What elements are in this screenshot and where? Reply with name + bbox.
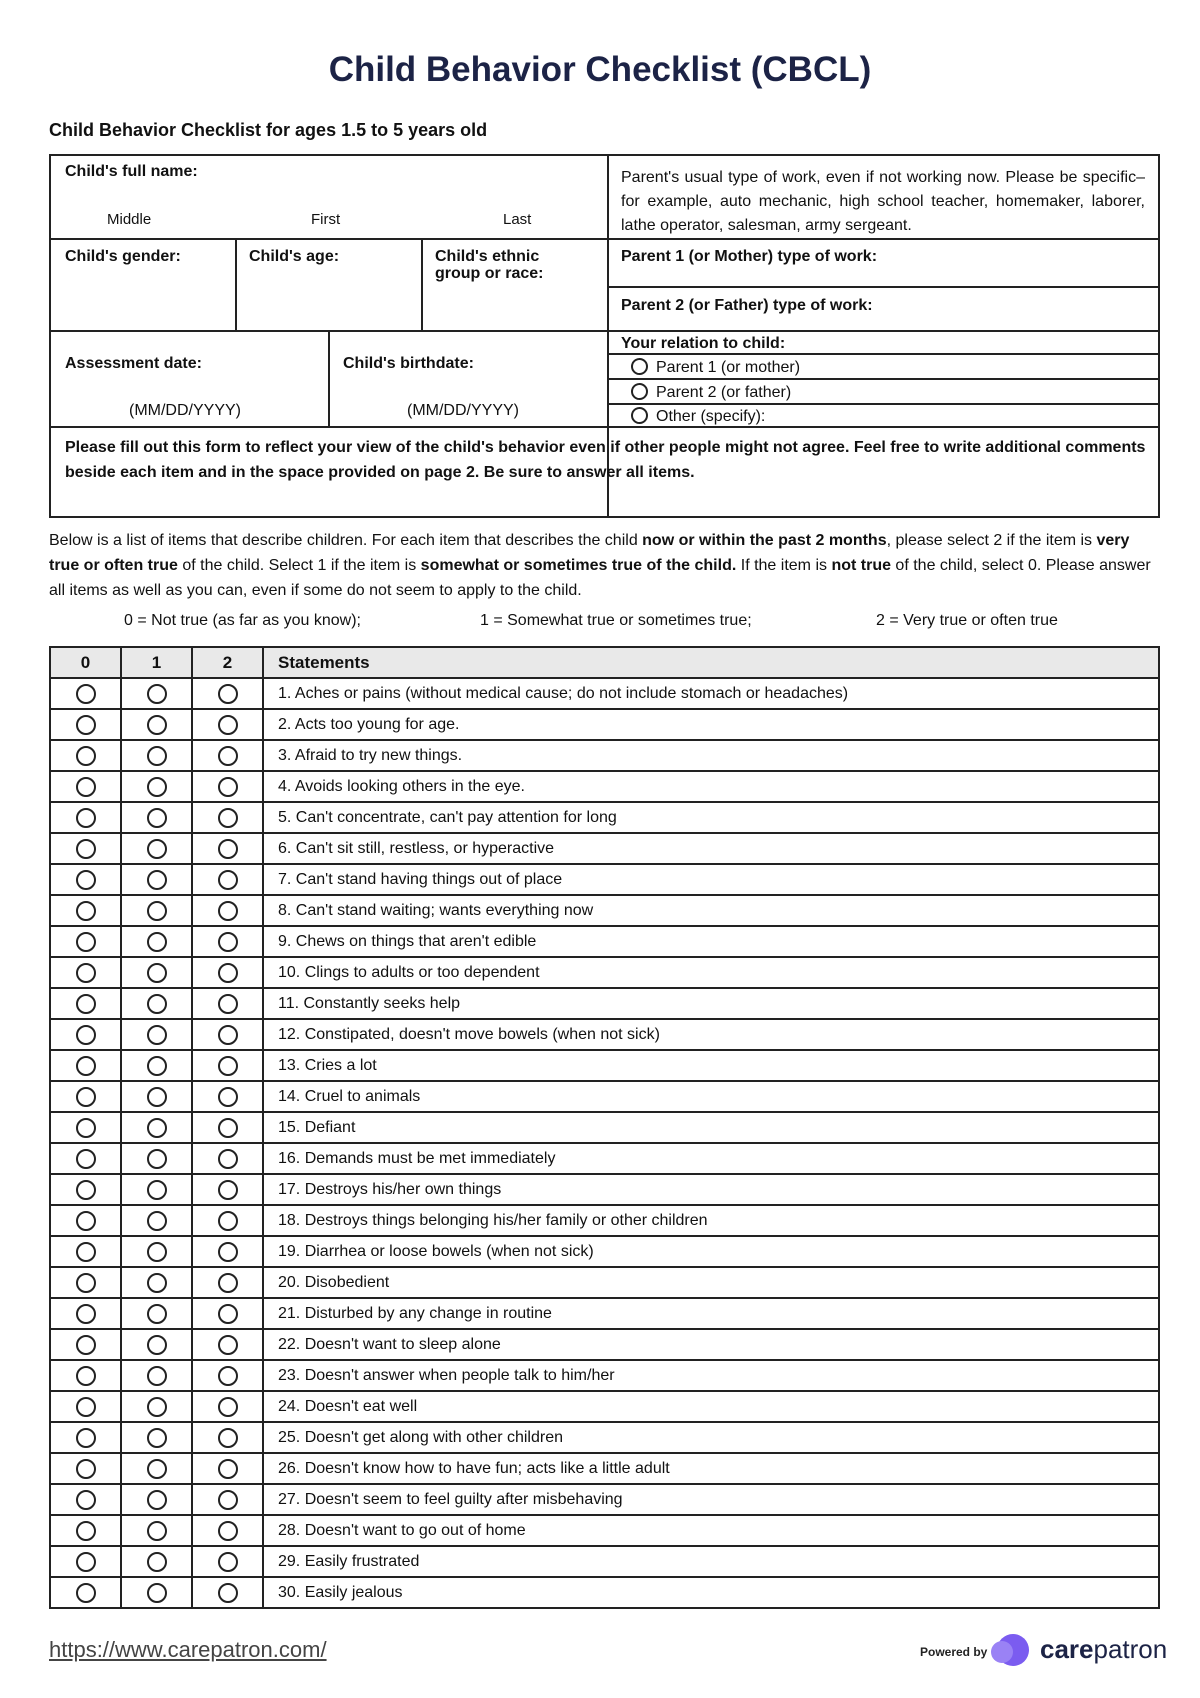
- statement-text: 7. Can't stand having things out of place: [263, 864, 1159, 895]
- score-cell-1: [121, 1236, 192, 1267]
- checklist-row: [50, 926, 1159, 957]
- intro-text: , please select 2 if the item is: [886, 532, 1097, 549]
- checklist-row: [50, 895, 1159, 926]
- score-2-radio[interactable]: [218, 715, 238, 735]
- score-cell-2: [192, 1546, 263, 1577]
- score-1-radio[interactable]: [147, 1087, 167, 1107]
- statement-text: 12. Constipated, doesn't move bowels (when not sick): [263, 1019, 1159, 1050]
- score-cell-0: [50, 1329, 121, 1360]
- carepatron-link[interactable]: https://www.carepatron.com/: [49, 1637, 327, 1662]
- score-2-radio[interactable]: [218, 1118, 238, 1138]
- score-cell-1: [121, 1546, 192, 1577]
- score-cell-2: [192, 957, 263, 988]
- statement-text: 2. Acts too young for age.: [263, 709, 1159, 740]
- score-0-radio[interactable]: [76, 870, 96, 890]
- statement-text: 20. Disobedient: [263, 1267, 1159, 1298]
- checklist-row: [50, 1050, 1159, 1081]
- score-2-radio[interactable]: [218, 901, 238, 921]
- score-cell-2: [192, 1112, 263, 1143]
- score-2-radio[interactable]: [218, 1242, 238, 1262]
- score-1-radio[interactable]: [147, 1211, 167, 1231]
- score-0-radio[interactable]: [76, 963, 96, 983]
- statement-text: 22. Doesn't want to sleep alone: [263, 1329, 1159, 1360]
- score-cell-1: [121, 957, 192, 988]
- checklist-row: [50, 1453, 1159, 1484]
- score-cell-1: [121, 678, 192, 709]
- checklist-row: [50, 709, 1159, 740]
- score-cell-2: [192, 1329, 263, 1360]
- checklist-row: [50, 1329, 1159, 1360]
- checklist-row: [50, 1205, 1159, 1236]
- score-cell-2: [192, 833, 263, 864]
- score-1-radio[interactable]: [147, 870, 167, 890]
- score-2-radio[interactable]: [218, 1366, 238, 1386]
- score-cell-1: [121, 926, 192, 957]
- childs-full-name-label: Child's full name:: [65, 163, 198, 180]
- score-0-radio[interactable]: [76, 746, 96, 766]
- score-cell-2: [192, 1577, 263, 1608]
- score-0-radio[interactable]: [76, 1242, 96, 1262]
- score-cell-2: [192, 1236, 263, 1267]
- statement-text: 29. Easily frustrated: [263, 1546, 1159, 1577]
- score-cell-0: [50, 864, 121, 895]
- score-cell-1: [121, 740, 192, 771]
- score-cell-2: [192, 1422, 263, 1453]
- radio-button[interactable]: [631, 358, 648, 375]
- score-2-radio[interactable]: [218, 932, 238, 952]
- childs-gender-label: Child's gender:: [65, 248, 181, 265]
- score-2-radio[interactable]: [218, 746, 238, 766]
- checklist-table: [49, 646, 1160, 1609]
- score-cell-2: [192, 678, 263, 709]
- statement-text: 28. Doesn't want to go out of home: [263, 1515, 1159, 1546]
- score-cell-0: [50, 1143, 121, 1174]
- score-2-radio[interactable]: [218, 1552, 238, 1572]
- brand-patron: patron: [1093, 1634, 1168, 1664]
- score-2-radio[interactable]: [218, 1273, 238, 1293]
- score-1-radio[interactable]: [147, 1428, 167, 1448]
- checklist-row: [50, 771, 1159, 802]
- score-1-radio[interactable]: [147, 994, 167, 1014]
- statement-text: 10. Clings to adults or too dependent: [263, 957, 1159, 988]
- statement-text: 3. Afraid to try new things.: [263, 740, 1159, 771]
- relation-label: Your relation to child:: [621, 335, 786, 352]
- score-2-radio[interactable]: [218, 963, 238, 983]
- score-cell-2: [192, 1453, 263, 1484]
- score-0-radio[interactable]: [76, 1428, 96, 1448]
- powered-by-label: Powered by: [920, 1645, 988, 1659]
- name-last-label: Last: [503, 211, 532, 228]
- childs-age-label: Child's age:: [249, 248, 340, 265]
- intro-paragraph: [49, 528, 1160, 603]
- score-cell-1: [121, 1391, 192, 1422]
- score-cell-2: [192, 1174, 263, 1205]
- score-cell-2: [192, 1484, 263, 1515]
- relation-option-label: Parent 2 (or father): [656, 384, 792, 401]
- checklist-row: [50, 1546, 1159, 1577]
- score-1-radio[interactable]: [147, 684, 167, 704]
- score-1-radio[interactable]: [147, 1025, 167, 1045]
- score-0-radio[interactable]: [76, 1118, 96, 1138]
- form-instructions: Please fill out this form to reflect your view of the child's behavior even if other people might not agree. Feel free to write additional comments beside each item and in the space provided on page 2. Be sure to answer all items.: [65, 439, 1146, 481]
- score-2-radio[interactable]: [218, 1056, 238, 1076]
- checklist-row: [50, 1360, 1159, 1391]
- score-cell-0: [50, 1515, 121, 1546]
- score-2-radio[interactable]: [218, 1335, 238, 1355]
- statement-text: 24. Doesn't eat well: [263, 1391, 1159, 1422]
- score-2-radio[interactable]: [218, 1490, 238, 1510]
- score-cell-1: [121, 1515, 192, 1546]
- statement-text: 30. Easily jealous: [263, 1577, 1159, 1608]
- statement-text: 5. Can't concentrate, can't pay attention for long: [263, 802, 1159, 833]
- score-cell-1: [121, 1453, 192, 1484]
- intro-emphasis: somewhat or sometimes true of the child.: [420, 557, 737, 574]
- statement-text: 21. Disturbed by any change in routine: [263, 1298, 1159, 1329]
- parent2-work-label: Parent 2 (or Father) type of work:: [621, 297, 873, 314]
- score-1-radio[interactable]: [147, 1056, 167, 1076]
- score-0-radio[interactable]: [76, 1521, 96, 1541]
- score-cell-0: [50, 771, 121, 802]
- score-1-radio[interactable]: [147, 1335, 167, 1355]
- score-0-radio[interactable]: [76, 1583, 96, 1603]
- score-0-radio[interactable]: [76, 1056, 96, 1076]
- score-2-radio[interactable]: [218, 1397, 238, 1417]
- score-cell-2: [192, 1298, 263, 1329]
- statement-text: 27. Doesn't seem to feel guilty after misbehaving: [263, 1484, 1159, 1515]
- score-cell-1: [121, 1081, 192, 1112]
- score-1-radio[interactable]: [147, 1118, 167, 1138]
- score-2-radio[interactable]: [218, 777, 238, 797]
- parent-work-instructions: Parent's usual type of work, even if not working now. Please be specific– for example, auto mechanic, high school teacher, homemaker, laborer, lathe operator, salesman, army sergeant.: [621, 169, 1145, 234]
- score-0-radio[interactable]: [76, 839, 96, 859]
- statement-text: 26. Doesn't know how to have fun; acts like a little adult: [263, 1453, 1159, 1484]
- score-cell-1: [121, 1329, 192, 1360]
- brand-care: care: [1040, 1634, 1094, 1664]
- score-0-radio[interactable]: [76, 684, 96, 704]
- score-1-radio[interactable]: [147, 1459, 167, 1479]
- statement-text: 25. Doesn't get along with other children: [263, 1422, 1159, 1453]
- score-cell-0: [50, 678, 121, 709]
- childs-ethnic-label: Child's ethnic group or race:: [435, 248, 544, 282]
- score-cell-0: [50, 802, 121, 833]
- parent1-work-label: Parent 1 (or Mother) type of work:: [621, 248, 878, 265]
- score-1-radio[interactable]: [147, 1521, 167, 1541]
- score-0-radio[interactable]: [76, 1211, 96, 1231]
- score-cell-1: [121, 1577, 192, 1608]
- score-2-radio[interactable]: [218, 1025, 238, 1045]
- score-cell-2: [192, 1019, 263, 1050]
- score-cell-2: [192, 926, 263, 957]
- score-2-radio[interactable]: [218, 684, 238, 704]
- relation-option-label: Parent 1 (or mother): [656, 359, 801, 376]
- checklist-row: [50, 1143, 1159, 1174]
- score-0-radio[interactable]: [76, 1087, 96, 1107]
- score-0-radio[interactable]: [76, 1397, 96, 1417]
- score-cell-1: [121, 1360, 192, 1391]
- checklist-row: [50, 1112, 1159, 1143]
- score-cell-0: [50, 1112, 121, 1143]
- score-2-radio[interactable]: [218, 1304, 238, 1324]
- score-cell-1: [121, 864, 192, 895]
- checklist-row: [50, 1236, 1159, 1267]
- birthdate-format: (MM/DD/YYYY): [407, 402, 519, 419]
- score-cell-1: [121, 1019, 192, 1050]
- assessment-date-format: (MM/DD/YYYY): [129, 402, 241, 419]
- radio-button[interactable]: [631, 383, 648, 400]
- score-cell-2: [192, 864, 263, 895]
- score-2-radio[interactable]: [218, 1180, 238, 1200]
- score-cell-2: [192, 709, 263, 740]
- score-2-radio[interactable]: [218, 1211, 238, 1231]
- score-cell-1: [121, 1484, 192, 1515]
- score-1-radio[interactable]: [147, 777, 167, 797]
- intro-text: Below is a list of items that describe children. For each item that describes the child: [49, 532, 643, 549]
- statement-text: 6. Can't sit still, restless, or hyperactive: [263, 833, 1159, 864]
- checklist-row: [50, 1267, 1159, 1298]
- statement-text: 11. Constantly seeks help: [263, 988, 1159, 1019]
- score-cell-1: [121, 895, 192, 926]
- score-cell-2: [192, 988, 263, 1019]
- score-0-radio[interactable]: [76, 1273, 96, 1293]
- score-cell-2: [192, 740, 263, 771]
- score-1-radio[interactable]: [147, 1583, 167, 1603]
- score-0-radio[interactable]: [76, 715, 96, 735]
- score-0-radio[interactable]: [76, 1366, 96, 1386]
- score-cell-0: [50, 1546, 121, 1577]
- score-cell-0: [50, 709, 121, 740]
- checklist-row: [50, 1422, 1159, 1453]
- score-cell-2: [192, 1143, 263, 1174]
- score-cell-0: [50, 957, 121, 988]
- score-0-radio[interactable]: [76, 1490, 96, 1510]
- score-cell-1: [121, 1112, 192, 1143]
- score-cell-0: [50, 1236, 121, 1267]
- score-0-radio[interactable]: [76, 901, 96, 921]
- score-cell-2: [192, 1081, 263, 1112]
- score-1-radio[interactable]: [147, 808, 167, 828]
- intro-emphasis: not true: [831, 557, 891, 574]
- checklist-row: [50, 1298, 1159, 1329]
- score-cell-0: [50, 1174, 121, 1205]
- carepatron-logo-icon: [990, 1630, 1030, 1670]
- checklist-row: [50, 1019, 1159, 1050]
- intro-text: of the child. Select 1 if the item is: [177, 557, 421, 574]
- score-1-radio[interactable]: [147, 1180, 167, 1200]
- score-cell-1: [121, 1267, 192, 1298]
- score-2-radio[interactable]: [218, 839, 238, 859]
- score-cell-1: [121, 1174, 192, 1205]
- score-cell-1: [121, 1050, 192, 1081]
- score-2-radio[interactable]: [218, 994, 238, 1014]
- score-2-radio[interactable]: [218, 1087, 238, 1107]
- score-cell-1: [121, 988, 192, 1019]
- statement-text: 14. Cruel to animals: [263, 1081, 1159, 1112]
- checklist-row: [50, 1174, 1159, 1205]
- statement-text: 9. Chews on things that aren't edible: [263, 926, 1159, 957]
- checklist-row: [50, 833, 1159, 864]
- score-0-radio[interactable]: [76, 777, 96, 797]
- birthdate-label: Child's birthdate:: [343, 355, 474, 372]
- score-cell-0: [50, 1484, 121, 1515]
- checklist-row: [50, 1515, 1159, 1546]
- checklist-row: [50, 1391, 1159, 1422]
- score-cell-0: [50, 1360, 121, 1391]
- score-0-radio[interactable]: [76, 932, 96, 952]
- score-cell-2: [192, 1360, 263, 1391]
- intro-text: If the item is: [736, 557, 832, 574]
- assessment-date-label: Assessment date:: [65, 355, 202, 372]
- score-cell-2: [192, 1391, 263, 1422]
- score-1-radio[interactable]: [147, 1366, 167, 1386]
- score-cell-0: [50, 1391, 121, 1422]
- score-0-radio[interactable]: [76, 994, 96, 1014]
- header-2: 2: [192, 647, 263, 678]
- score-2-radio[interactable]: [218, 1428, 238, 1448]
- legend-one: 1 = Somewhat true or sometimes true;: [480, 612, 752, 629]
- legend-zero: 0 = Not true (as far as you know);: [124, 612, 361, 629]
- statement-text: 17. Destroys his/her own things: [263, 1174, 1159, 1205]
- score-cell-2: [192, 1267, 263, 1298]
- checklist-row: [50, 988, 1159, 1019]
- form-subtitle: Child Behavior Checklist for ages 1.5 to 5 years old: [49, 120, 488, 140]
- statement-text: 1. Aches or pains (without medical cause; do not include stomach or headaches): [263, 678, 1159, 709]
- score-cell-0: [50, 988, 121, 1019]
- name-first-label: First: [311, 211, 341, 228]
- score-cell-2: [192, 1205, 263, 1236]
- checklist-row: [50, 864, 1159, 895]
- score-cell-2: [192, 771, 263, 802]
- checklist-row: [50, 1484, 1159, 1515]
- score-cell-1: [121, 833, 192, 864]
- score-cell-0: [50, 833, 121, 864]
- score-1-radio[interactable]: [147, 932, 167, 952]
- score-cell-2: [192, 802, 263, 833]
- score-0-radio[interactable]: [76, 1335, 96, 1355]
- statement-text: 18. Destroys things belonging his/her family or other children: [263, 1205, 1159, 1236]
- score-cell-0: [50, 1050, 121, 1081]
- score-0-radio[interactable]: [76, 1180, 96, 1200]
- statement-text: 23. Doesn't answer when people talk to him/her: [263, 1360, 1159, 1391]
- name-middle-label: Middle: [107, 211, 152, 228]
- score-0-radio[interactable]: [76, 808, 96, 828]
- score-cell-2: [192, 1515, 263, 1546]
- relation-option-parent2[interactable]: [631, 383, 791, 402]
- score-cell-1: [121, 771, 192, 802]
- score-0-radio[interactable]: [76, 1025, 96, 1045]
- radio-button[interactable]: [631, 407, 648, 424]
- score-cell-1: [121, 1143, 192, 1174]
- statement-text: 8. Can't stand waiting; wants everything now: [263, 895, 1159, 926]
- score-1-radio[interactable]: [147, 1552, 167, 1572]
- statement-text: 13. Cries a lot: [263, 1050, 1159, 1081]
- score-2-radio[interactable]: [218, 808, 238, 828]
- score-cell-0: [50, 1453, 121, 1484]
- score-0-radio[interactable]: [76, 1459, 96, 1479]
- statement-text: 15. Defiant: [263, 1112, 1159, 1143]
- score-cell-1: [121, 1205, 192, 1236]
- score-1-radio[interactable]: [147, 901, 167, 921]
- checklist-row: [50, 1577, 1159, 1608]
- child-info-table: [49, 154, 1160, 518]
- checklist-row: [50, 957, 1159, 988]
- statement-text: 19. Diarrhea or loose bowels (when not sick): [263, 1236, 1159, 1267]
- score-2-radio[interactable]: [218, 1459, 238, 1479]
- score-cell-1: [121, 802, 192, 833]
- statement-text: 4. Avoids looking others in the eye.: [263, 771, 1159, 802]
- intro-text: of the child, select 0. Please answer all items as well as you can, even if some do not seem to apply to the child.: [49, 557, 1151, 599]
- carepatron-brand: [1040, 1634, 1167, 1665]
- score-1-radio[interactable]: [147, 839, 167, 859]
- legend-two: 2 = Very true or often true: [876, 612, 1058, 629]
- header-0: 0: [50, 647, 121, 678]
- score-1-radio[interactable]: [147, 715, 167, 735]
- score-2-radio[interactable]: [218, 1583, 238, 1603]
- score-cell-0: [50, 1019, 121, 1050]
- score-cell-0: [50, 1577, 121, 1608]
- score-0-radio[interactable]: [76, 1552, 96, 1572]
- page-title: Child Behavior Checklist (CBCL): [328, 50, 872, 89]
- score-cell-1: [121, 1422, 192, 1453]
- checklist-row: [50, 678, 1159, 709]
- score-cell-0: [50, 1422, 121, 1453]
- score-2-radio[interactable]: [218, 1149, 238, 1169]
- statement-text: 16. Demands must be met immediately: [263, 1143, 1159, 1174]
- score-cell-2: [192, 895, 263, 926]
- score-1-radio[interactable]: [147, 1242, 167, 1262]
- relation-option-other[interactable]: [631, 407, 765, 426]
- score-cell-0: [50, 1298, 121, 1329]
- checklist-row: [50, 1081, 1159, 1112]
- score-1-radio[interactable]: [147, 963, 167, 983]
- score-cell-0: [50, 1205, 121, 1236]
- score-1-radio[interactable]: [147, 1397, 167, 1417]
- score-1-radio[interactable]: [147, 1304, 167, 1324]
- score-cell-0: [50, 1081, 121, 1112]
- score-cell-1: [121, 1298, 192, 1329]
- relation-option-label: Other (specify):: [656, 408, 766, 425]
- score-cell-0: [50, 740, 121, 771]
- score-2-radio[interactable]: [218, 1521, 238, 1541]
- score-1-radio[interactable]: [147, 1490, 167, 1510]
- intro-emphasis: now or within the past 2 months: [642, 532, 887, 549]
- header-statements: Statements: [263, 647, 1159, 678]
- score-cell-2: [192, 1050, 263, 1081]
- score-1-radio[interactable]: [147, 1273, 167, 1293]
- score-cell-1: [121, 709, 192, 740]
- score-cell-0: [50, 926, 121, 957]
- header-1: 1: [121, 647, 192, 678]
- checklist-row: [50, 740, 1159, 771]
- relation-option-parent1[interactable]: [631, 358, 800, 377]
- score-1-radio[interactable]: [147, 746, 167, 766]
- score-cell-0: [50, 1267, 121, 1298]
- checklist-row: [50, 802, 1159, 833]
- score-0-radio[interactable]: [76, 1149, 96, 1169]
- intro-emphasis: very true or often true: [49, 532, 1130, 574]
- score-cell-0: [50, 895, 121, 926]
- score-2-radio[interactable]: [218, 870, 238, 890]
- checklist-header-row: [50, 647, 1159, 678]
- checklist-body: [50, 678, 1159, 1608]
- score-1-radio[interactable]: [147, 1149, 167, 1169]
- score-0-radio[interactable]: [76, 1304, 96, 1324]
